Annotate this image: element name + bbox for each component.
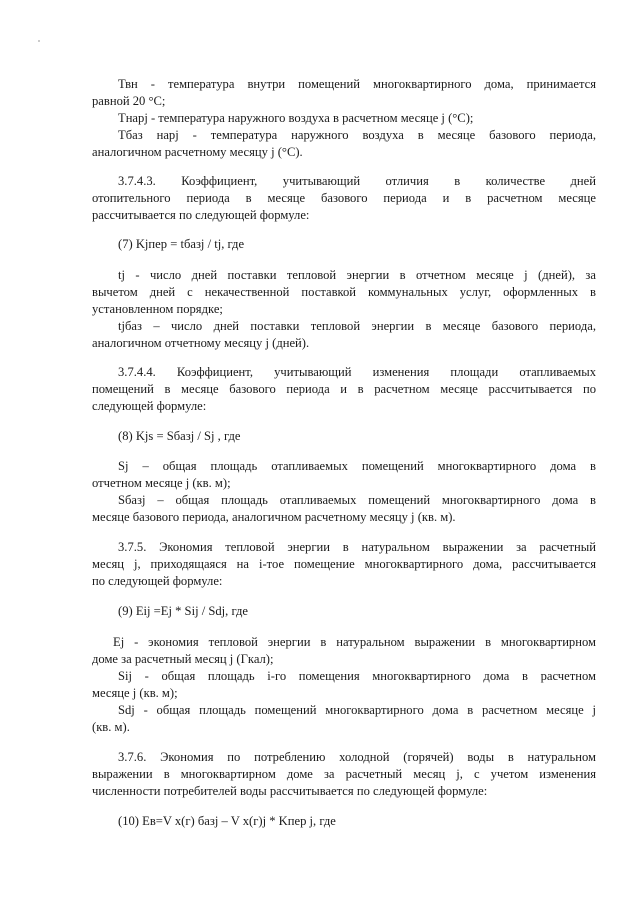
text-line: аналогичном расчетному месяцу j (°С). [92,145,303,159]
text-line: отопительного периода в месяце базового периода и в расчетном месяце [92,191,596,205]
text-line: Sdj - общая площадь помещений многоквартирного дома в расчетном месяце j [118,703,596,717]
text-line: месяце j (кв. м); [92,686,178,700]
text-line: Тбаз нарj - температура наружного воздуха в месяце базового периода, [118,128,596,142]
formula-9: (9) Eij =Ej * Sij / Sdj, где [118,604,248,618]
text-line: выражении в многоквартирном доме за расчетный месяц j, с учетом изменения [92,767,596,781]
text-line: месяц j, приходящаяся на i-тое помещение многоквартирного дома, рассчитывается [92,557,596,571]
scan-speck [38,40,40,42]
text-line: tj - число дней поставки тепловой энергии в отчетном месяце j (дней), за [118,268,596,282]
text-line: Тнарj - температура наружного воздуха в расчетном месяце j (°С); [118,111,474,125]
text-line: равной 20 °С; [92,94,166,108]
text-line: Ej - экономия тепловой энергии в натуральном выражении в многоквартирном [113,635,596,649]
text-line: месяце базового периода, аналогичном расчетному месяцу j (кв. м). [92,510,456,524]
formula-7: (7) Kjпер = tбазj / tj, где [118,237,245,251]
text-line: Sбазj – общая площадь отапливаемых помещений многоквартирного дома в [118,493,596,507]
text-line: tjбаз – число дней поставки тепловой энергии в месяце базового периода, [118,319,596,333]
text-line: Sij - общая площадь i-го помещения многоквартирного дома в расчетном [118,669,596,683]
text-line: следующей формуле: [92,399,207,413]
text-line: установленном порядке; [92,302,223,316]
text-line: Твн - температура внутри помещений многоквартирного дома, принимается [118,77,596,91]
text-line: отчетном месяце j (кв. м); [92,476,231,490]
text-line: 3.7.4.4. Коэффициент, учитывающий изменения площади отапливаемых [118,365,596,379]
text-line: (кв. м). [92,720,130,734]
text-line: Sj – общая площадь отапливаемых помещений многоквартирного дома в [118,459,596,473]
text-line: помещений в месяце базового периода и в расчетном месяце рассчитывается по [92,382,596,396]
text-line: 3.7.5. Экономия тепловой энергии в натуральном выражении за расчетный [118,540,596,554]
text-line: 3.7.4.3. Коэффициент, учитывающий отличия в количестве дней [118,174,596,188]
text-line: по следующей формуле: [92,574,223,588]
text-line: доме за расчетный месяц j (Гкал); [92,652,274,666]
formula-8: (8) Kjs = Sбазj / Sj , где [118,429,241,443]
formula-10: (10) Eв=V х(г) базj – V х(г)j * Kпер j, где [118,814,336,828]
text-line: рассчитывается по следующей формуле: [92,208,310,222]
text-line: численности потребителей воды рассчитывается по следующей формуле: [92,784,488,798]
text-line: аналогичном отчетному месяцу j (дней). [92,336,310,350]
text-line: вычетом дней с некачественной поставкой коммунальных услуг, оформленных в [92,285,596,299]
text-line: 3.7.6. Экономия по потреблению холодной (горячей) воды в натуральном [118,750,596,764]
